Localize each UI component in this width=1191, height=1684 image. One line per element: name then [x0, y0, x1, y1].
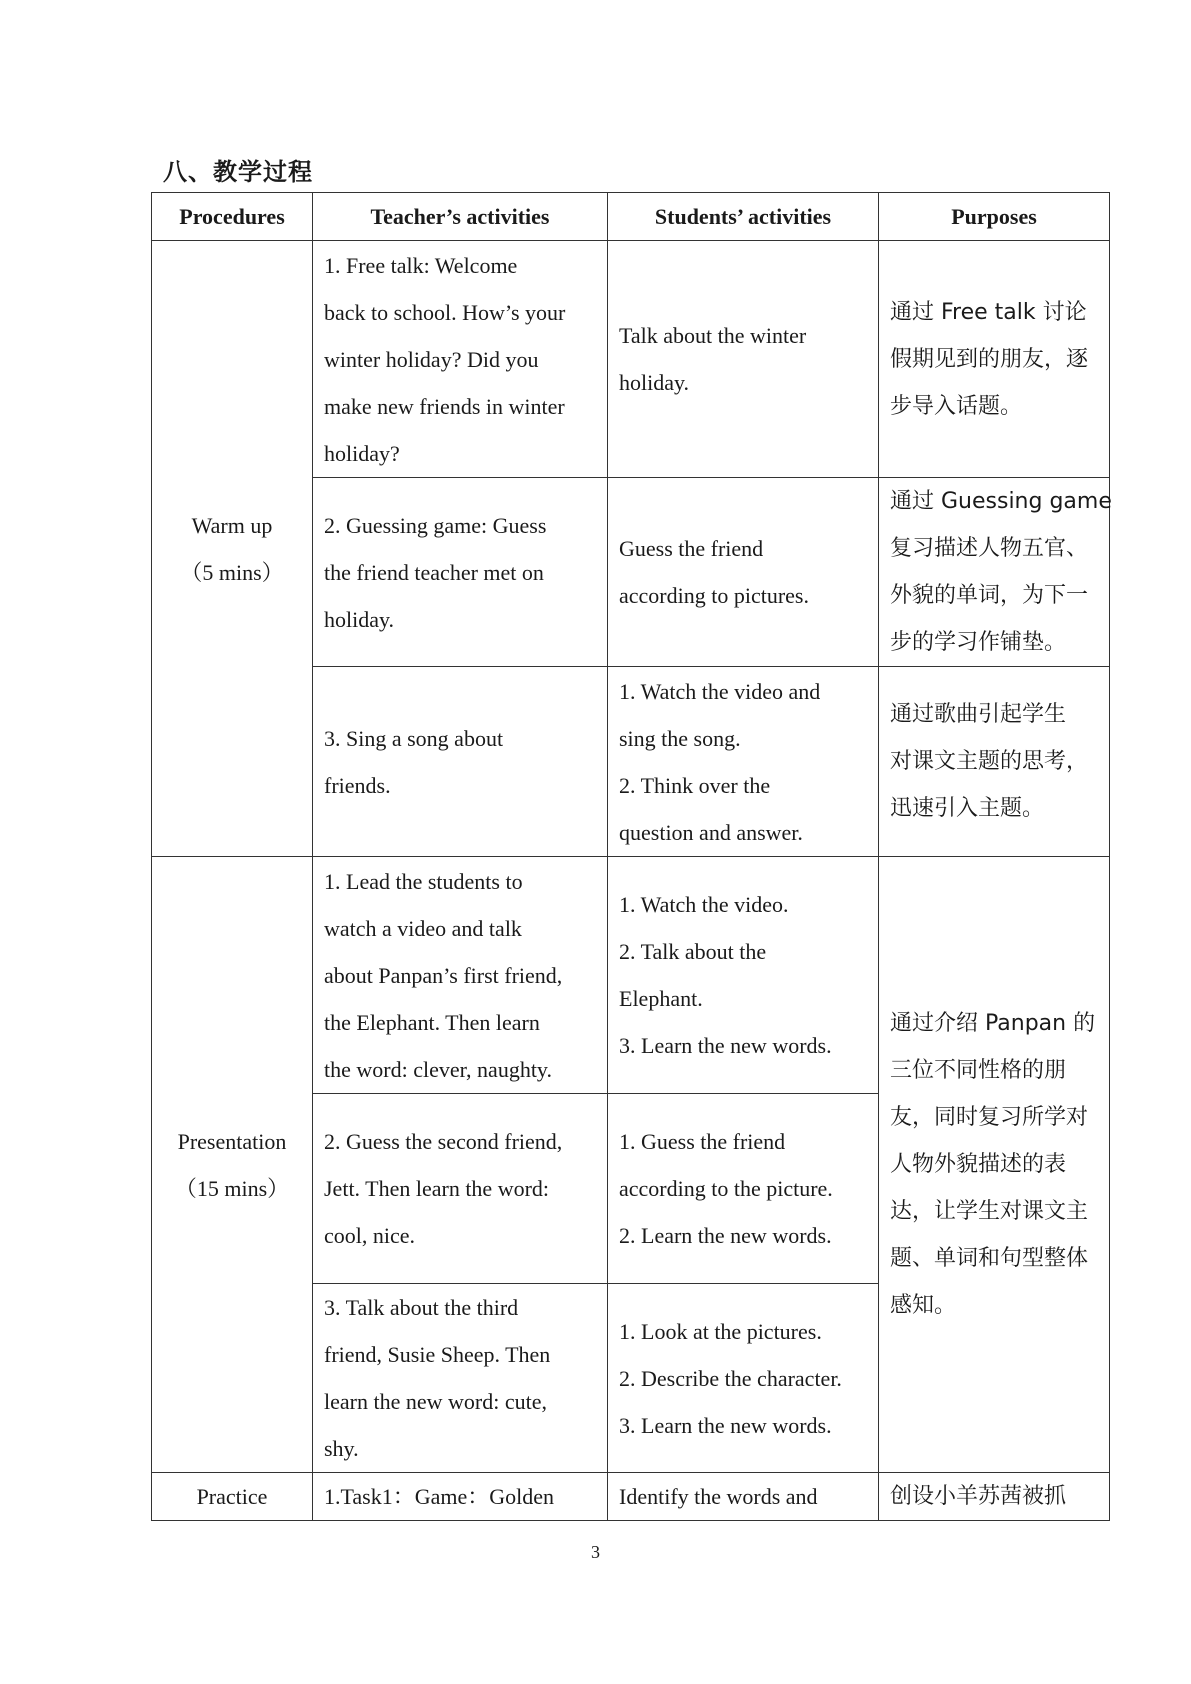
text-line: 人物外貌描述的表: [890, 1152, 1067, 1177]
text-line: the word: clever, naughty.: [324, 1056, 553, 1082]
text-line: learn the new word: cute,: [324, 1389, 547, 1414]
student-activity-cell: [608, 857, 879, 1094]
student-activity-cell: [608, 478, 879, 667]
text-line: winter holiday? Did you: [324, 346, 539, 372]
text-line: 2. Think over the: [619, 772, 771, 798]
text-line: 通过 Guessing game: [890, 489, 1112, 514]
section-heading: 八、教学过程: [163, 158, 313, 186]
text-line: about Panpan’s first friend,: [324, 962, 563, 988]
text-line: 通过介绍 Panpan 的: [890, 1011, 1096, 1036]
text-line: 迅速引入主题。: [890, 796, 1045, 821]
teacher-activity-cell: [313, 667, 608, 857]
text-line: 2. Guessing game: Guess: [324, 512, 547, 538]
procedure-label: Presentation: [177, 1128, 287, 1154]
text-line: sing the song.: [619, 725, 741, 751]
student-activity-cell: [608, 1284, 879, 1473]
header-teacher-activities: Teacher’s activities: [313, 193, 608, 241]
text-line: 通过 Free talk 讨论: [890, 299, 1087, 325]
teacher-activity-cell: [313, 857, 608, 1094]
text-line: friend, Susie Sheep. Then: [324, 1342, 551, 1367]
teacher-activity-cell: [313, 1284, 608, 1473]
header-students-activities: Students’ activities: [608, 193, 879, 241]
procedure-duration: （5 mins）: [180, 559, 284, 585]
text-line: friends.: [324, 772, 391, 798]
text-line: 1. Free talk: Welcome: [324, 252, 518, 278]
table-header-row: [152, 193, 1110, 241]
text-line: 1. Watch the video.: [619, 892, 789, 917]
text-line: make new friends in winter: [324, 393, 565, 419]
text-line: 假期见到的朋友，逐: [890, 346, 1089, 372]
procedure-cell-practice: Practice: [152, 1473, 313, 1521]
text-line: holiday.: [324, 606, 395, 632]
text-line: question and answer.: [619, 819, 803, 845]
text-line: 2. Guess the second friend,: [324, 1129, 563, 1154]
text-line: 3. Learn the new words.: [619, 1412, 832, 1438]
table-row: [152, 241, 1110, 478]
text-line: 对课文主题的思考，: [890, 749, 1089, 774]
text-line: holiday.: [619, 370, 690, 395]
text-line: 3. Talk about the third: [324, 1295, 519, 1320]
text-line: 友，同时复习所学对: [890, 1105, 1089, 1130]
teaching-process-table: [151, 192, 1110, 1521]
text-line: 2. Learn the new words.: [619, 1223, 832, 1248]
text-line: 通过歌曲引起学生: [890, 702, 1067, 727]
teacher-activity-cell: [313, 241, 608, 478]
text-line: cool, nice.: [324, 1223, 416, 1248]
text-line: 1. Guess the friend: [619, 1129, 786, 1154]
text-line: back to school. How’s your: [324, 299, 566, 325]
text-line: the friend teacher met on: [324, 559, 544, 585]
page-number: 3: [591, 1542, 600, 1562]
text-line: 步导入话题。: [890, 393, 1023, 419]
procedure-duration: （15 mins）: [174, 1175, 290, 1201]
text-line: 1. Lead the students to: [324, 868, 523, 894]
text-line: 1.Task1：Game：Golden: [324, 1484, 555, 1509]
procedure-cell-presentation: [152, 857, 313, 1473]
teacher-activity-cell: [313, 1094, 608, 1284]
text-line: the Elephant. Then learn: [324, 1009, 540, 1035]
text-line: 感知。: [890, 1293, 957, 1318]
text-line: Identify the words and: [619, 1484, 818, 1509]
text-line: according to the picture.: [619, 1176, 833, 1201]
text-line: 1. Watch the video and: [619, 678, 821, 704]
purpose-cell-presentation: [879, 857, 1110, 1473]
header-purposes: Purposes: [879, 193, 1110, 241]
teacher-activity-cell: [313, 1473, 608, 1521]
student-activity-cell: [608, 1473, 879, 1521]
text-line: 复习描述人物五官、: [890, 536, 1089, 561]
text-line: Guess the friend: [619, 536, 764, 561]
text-line: watch a video and talk: [324, 915, 522, 941]
text-line: 题、单词和句型整体: [890, 1246, 1089, 1271]
text-line: 2. Talk about the: [619, 939, 767, 964]
student-activity-cell: [608, 241, 879, 478]
purpose-cell: [879, 667, 1110, 857]
table-row: [152, 857, 1110, 1094]
text-line: 3. Learn the new words.: [619, 1033, 832, 1058]
teacher-activity-cell: [313, 478, 608, 667]
text-line: 外貌的单词，为下一: [890, 583, 1089, 608]
purpose-cell: [879, 1473, 1110, 1521]
text-line: according to pictures.: [619, 583, 809, 608]
procedure-label: Warm up: [191, 512, 273, 538]
purpose-cell: [879, 478, 1110, 667]
text-line: 1. Look at the pictures.: [619, 1318, 822, 1344]
text-line: 2. Describe the character.: [619, 1365, 842, 1391]
header-procedures: Procedures: [152, 193, 313, 241]
text-line: holiday?: [324, 440, 400, 466]
text-line: 步的学习作铺垫。: [890, 630, 1067, 655]
text-line: 3. Sing a song about: [324, 725, 504, 751]
text-line: 达，让学生对课文主: [890, 1199, 1089, 1224]
purpose-cell: [879, 241, 1110, 478]
text-line: Elephant.: [619, 986, 703, 1011]
student-activity-cell: [608, 1094, 879, 1284]
text-line: Jett. Then learn the word:: [324, 1176, 550, 1201]
student-activity-cell: [608, 667, 879, 857]
text-line: 三位不同性格的朋: [890, 1058, 1067, 1083]
procedure-cell-warmup: [152, 241, 313, 857]
table-row: [152, 1473, 1110, 1521]
text-line: shy.: [324, 1436, 359, 1461]
text-line: 创设小羊苏茜被抓: [890, 1484, 1067, 1509]
text-line: Talk about the winter: [619, 323, 807, 348]
